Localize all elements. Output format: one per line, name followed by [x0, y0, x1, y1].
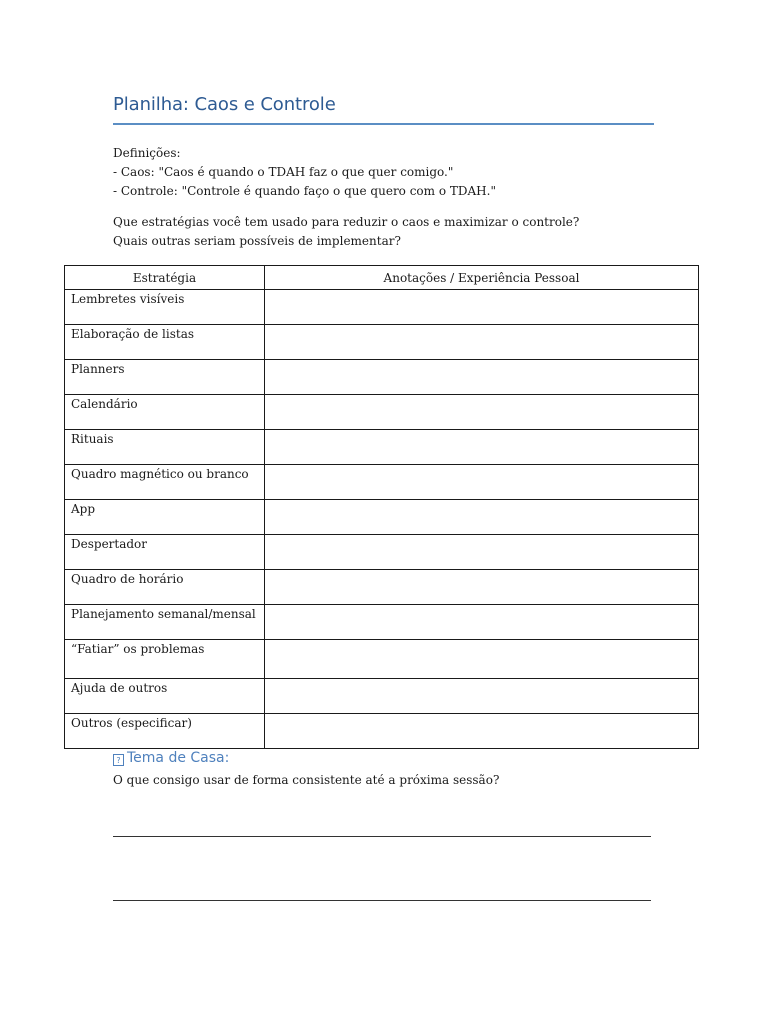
table-row	[65, 714, 699, 749]
notes-cell[interactable]	[265, 500, 699, 535]
question-line-2: Quais outras seriam possíveis de implementar?	[113, 234, 401, 248]
question-block	[113, 213, 579, 251]
strategy-cell: Ajuda de outros	[65, 679, 265, 714]
header-strategy: Estratégia	[65, 266, 265, 290]
header-notes: Anotações / Experiência Pessoal	[265, 266, 699, 290]
table-row	[65, 360, 699, 395]
homework-heading	[113, 750, 229, 766]
homework-question: O que consigo usar de forma consistente até a próxima sessão?	[113, 773, 500, 787]
notes-cell[interactable]	[265, 714, 699, 749]
table-row	[65, 640, 699, 679]
strategy-cell: Rituais	[65, 430, 265, 465]
notes-cell[interactable]	[265, 535, 699, 570]
definitions-block	[113, 144, 496, 201]
page-title: Planilha: Caos e Controle	[113, 94, 336, 115]
notes-cell[interactable]	[265, 465, 699, 500]
strategy-cell: Quadro magnético ou branco	[65, 465, 265, 500]
notes-cell[interactable]	[265, 360, 699, 395]
strategy-cell: Elaboração de listas	[65, 325, 265, 360]
table-header-row	[65, 266, 699, 290]
strategy-cell: Lembretes visíveis	[65, 290, 265, 325]
table-row	[65, 570, 699, 605]
notes-cell[interactable]	[265, 640, 699, 679]
table-row	[65, 465, 699, 500]
strategy-cell: Outros (especificar)	[65, 714, 265, 749]
table-row	[65, 290, 699, 325]
table-row	[65, 605, 699, 640]
table-row	[65, 500, 699, 535]
title-underline	[113, 123, 654, 125]
missing-glyph-icon: ?	[113, 754, 124, 766]
answer-line[interactable]	[113, 900, 651, 901]
homework-title: Tema de Casa:	[127, 750, 230, 766]
strategy-table	[64, 265, 699, 749]
definitions-heading: Definições:	[113, 146, 181, 160]
definition-control: - Controle: "Controle é quando faço o que quero com o TDAH."	[113, 184, 496, 198]
strategy-cell: Calendário	[65, 395, 265, 430]
notes-cell[interactable]	[265, 395, 699, 430]
table-row	[65, 325, 699, 360]
answer-line[interactable]	[113, 836, 651, 837]
table-row	[65, 395, 699, 430]
notes-cell[interactable]	[265, 605, 699, 640]
table-row	[65, 535, 699, 570]
strategy-cell: Despertador	[65, 535, 265, 570]
notes-cell[interactable]	[265, 290, 699, 325]
strategy-cell: Planejamento semanal/mensal	[65, 605, 265, 640]
table-row	[65, 679, 699, 714]
definition-chaos: - Caos: "Caos é quando o TDAH faz o que quer comigo."	[113, 165, 454, 179]
strategy-cell: App	[65, 500, 265, 535]
notes-cell[interactable]	[265, 570, 699, 605]
table-row	[65, 430, 699, 465]
notes-cell[interactable]	[265, 430, 699, 465]
notes-cell[interactable]	[265, 679, 699, 714]
strategy-cell: “Fatiar” os problemas	[65, 640, 265, 679]
notes-cell[interactable]	[265, 325, 699, 360]
strategy-cell: Planners	[65, 360, 265, 395]
strategy-cell: Quadro de horário	[65, 570, 265, 605]
question-line-1: Que estratégias você tem usado para reduzir o caos e maximizar o controle?	[113, 215, 580, 229]
